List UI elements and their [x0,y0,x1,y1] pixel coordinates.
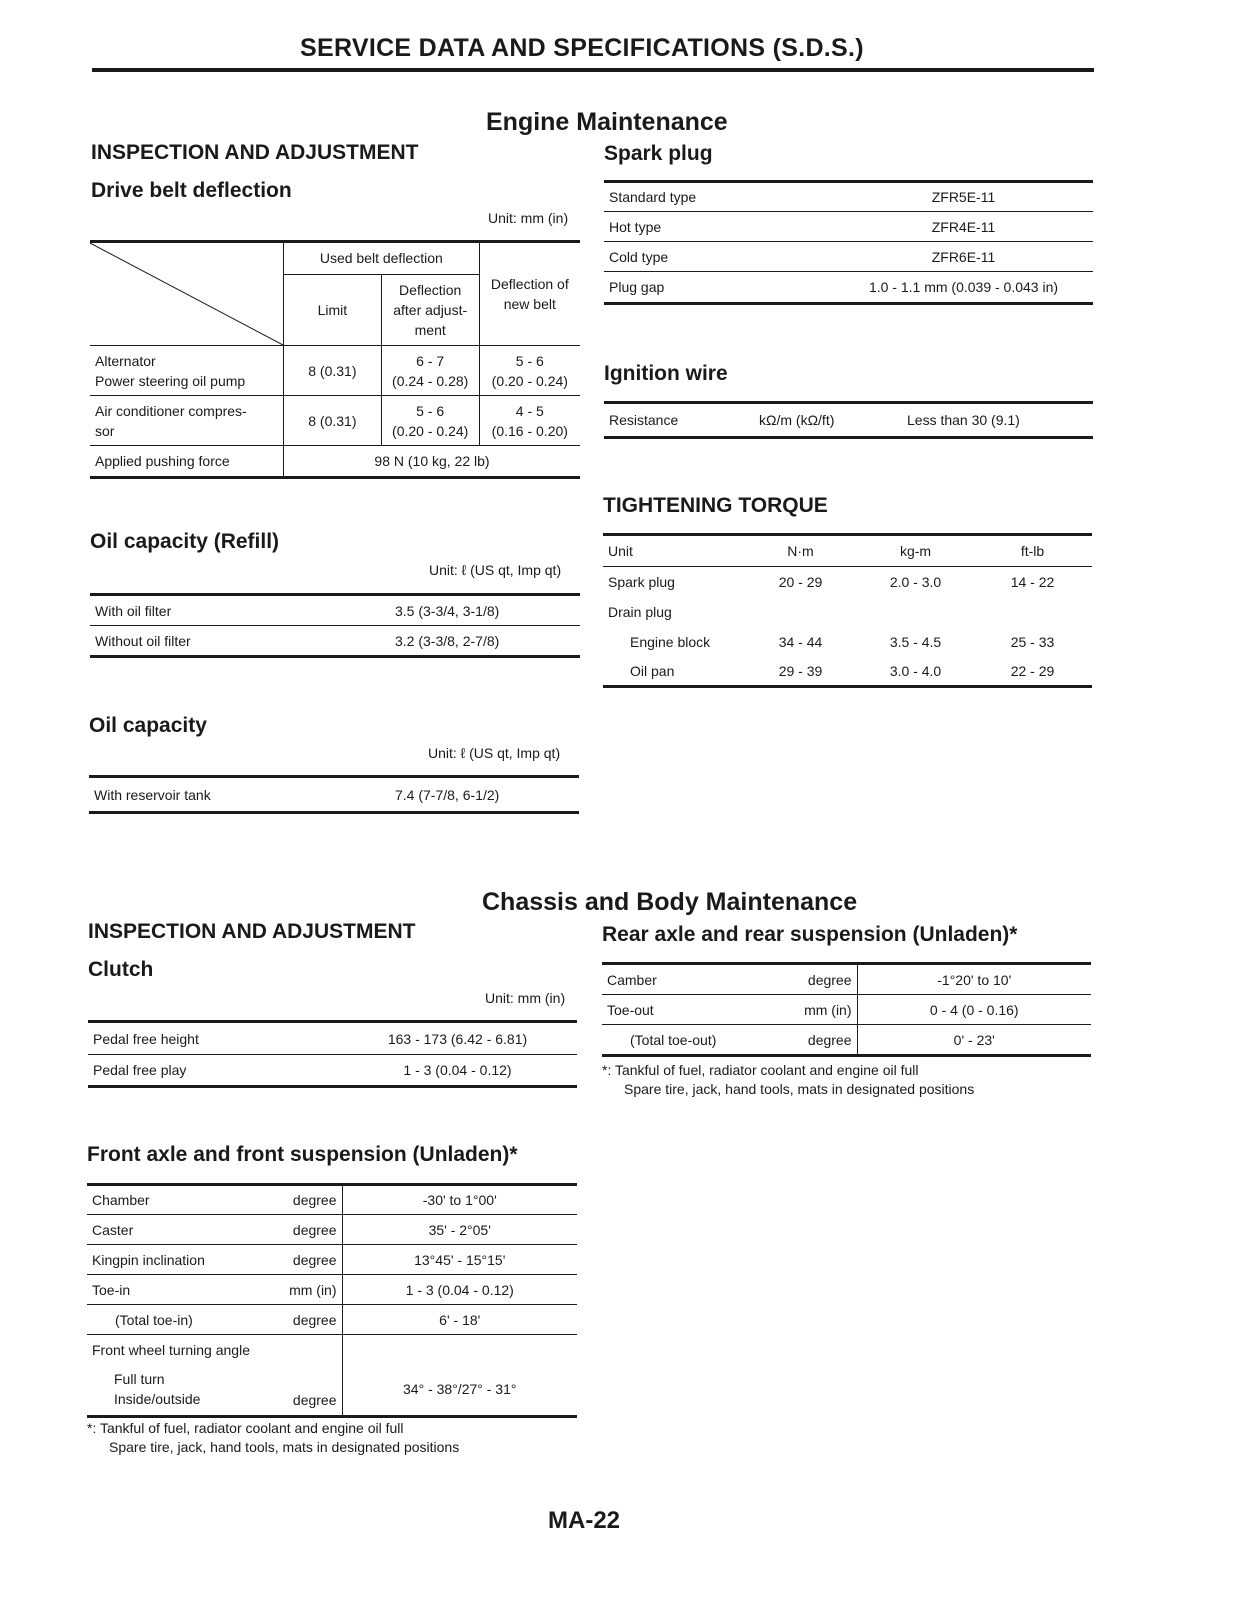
row-label: (Total toe-out) [602,1025,782,1056]
turning-value: 34° - 38°/27° - 31° [342,1335,577,1417]
table-row [604,242,1093,272]
row-value: ZFR6E-11 [834,242,1093,272]
torque-header-row [603,535,1092,567]
front-axle-table [87,1183,577,1418]
table-row [90,626,580,657]
row-ftlb: 14 - 22 [1010,573,1055,590]
spark-plug-title: Spark plug [604,142,713,165]
row-new [479,346,580,396]
table-row [604,212,1093,242]
row-label: Toe-out [602,995,782,1025]
row-value: -30' to 1°00' [342,1185,577,1215]
row-ftlb: 25 - 33 [1010,633,1055,650]
row-nm: 20 - 29 [778,573,823,590]
value-line: (0.24 - 0.28) [392,372,469,389]
row-label: Chamber [87,1185,267,1215]
oil-capacity-unit: Unit: ℓ (US qt, Imp qt) [428,745,561,761]
row-limit: 8 (0.31) [284,346,382,396]
table-row [87,1335,577,1417]
row-label: Cold type [604,242,834,272]
row-after [381,396,479,446]
value-line: (0.20 - 0.24) [491,372,568,389]
row-label: Toe-in [87,1275,267,1305]
table-row [87,1215,577,1245]
diagonal-line [90,243,283,345]
rear-axle-table [602,962,1091,1057]
row-kgm [858,597,973,627]
row-value: 7.4 (7-7/8, 6-1/2) [390,777,579,813]
row-label: Standard type [604,182,834,212]
row-value: ZFR4E-11 [834,212,1093,242]
drive-belt-title: Drive belt deflection [91,179,292,202]
header-nm: N·m [743,535,858,567]
drive-belt-unit: Unit: mm (in) [488,210,569,226]
row-value: 3.5 (3-3/4, 3-1/8) [390,595,580,626]
oil-refill-title: Oil capacity (Refill) [90,530,280,553]
turning-label-cell [87,1335,267,1417]
table-row [87,1275,577,1305]
resistance-label: Resistance [604,403,754,438]
row-limit: 8 (0.31) [284,396,382,446]
value-line: 5 - 6 [515,352,544,369]
row-unit: mm (in) [267,1275,342,1305]
table-row [88,1022,577,1055]
table-row [603,657,1092,687]
row-value: 35' - 2°05' [342,1215,577,1245]
table-row [90,346,580,396]
row-value: 0' - 23' [857,1025,1091,1056]
front-footnote [87,1419,459,1457]
value-line: 4 - 5 [515,402,544,419]
row-item [90,346,284,396]
inside-outside-label: Inside/outside [114,1391,201,1407]
row-value: 1 - 3 (0.04 - 0.12) [342,1275,577,1305]
title-rule [92,68,1094,72]
row-value: 6' - 18' [342,1305,577,1335]
row-label: Pedal free play [88,1055,338,1087]
row-value: 0 - 4 (0 - 0.16) [857,995,1091,1025]
table-row [90,446,580,478]
value-line: 5 - 6 [416,402,445,419]
row-nm [743,597,858,627]
ignition-wire-title: Ignition wire [604,362,728,385]
row-value: 1.0 - 1.1 mm (0.039 - 0.043 in) [834,272,1093,304]
table-row [87,1245,577,1275]
row-label: Engine block [630,633,711,650]
page-number: MA-22 [548,1507,621,1534]
footnote-line: Spare tire, jack, hand tools, mats in designated positions [109,1439,460,1455]
table-row [90,595,580,626]
row-nm: 29 - 39 [778,662,823,679]
chassis-inspection-title: INSPECTION AND ADJUSTMENT [88,920,416,943]
ignition-wire-table [604,401,1093,439]
row-label: Plug gap [604,272,834,304]
full-turn-label: Full turn [114,1371,165,1387]
table-row [88,1055,577,1087]
row-new [479,396,580,446]
chassis-maintenance-title: Chassis and Body Maintenance [482,888,858,916]
row-unit: degree [267,1215,342,1245]
oil-capacity-table [89,775,579,814]
row-label: Hot type [604,212,834,242]
value-line: (0.20 - 0.24) [392,422,469,439]
torque-table [603,533,1092,688]
row-value: 163 - 173 (6.42 - 6.81) [338,1022,577,1055]
table-row [604,272,1093,304]
resistance-value: Less than 30 (9.1) [902,403,1093,438]
table-row [603,567,1092,597]
row-label: Spark plug [608,573,675,590]
header-used-belt: Used belt deflection [284,242,480,275]
table-row [90,396,580,446]
turning-label: Front wheel turning angle [92,1342,250,1358]
row-kgm: 2.0 - 3.0 [889,573,942,590]
row-unit: degree [267,1305,342,1335]
pushing-force-label: Applied pushing force [95,453,230,469]
footnote-line: Spare tire, jack, hand tools, mats in designated positions [624,1081,975,1097]
row-unit: degree [782,1025,857,1056]
row-unit: degree [267,1245,342,1275]
row-label: (Total toe-in) [87,1305,267,1335]
row-item [90,396,284,446]
row-unit: degree [267,1185,342,1215]
item-line: sor [95,422,115,439]
rear-axle-title: Rear axle and rear suspension (Unladen)* [602,923,1018,946]
oil-refill-table [90,593,580,658]
front-axle-title: Front axle and front suspension (Unladen)* [87,1143,518,1166]
row-kgm: 3.5 - 4.5 [889,633,942,650]
row-ftlb [973,597,1092,627]
value-line: (0.16 - 0.20) [491,422,568,439]
table-row [87,1305,577,1335]
row-label: With oil filter [90,595,390,626]
item-line: Alternator [95,352,156,369]
row-label: Without oil filter [90,626,390,657]
footnote-line: *: Tankful of fuel, radiator coolant and engine oil full [87,1420,404,1436]
header-limit: Limit [284,274,382,345]
header-after-adjust: Deflection after adjust-ment [381,274,479,345]
row-label: Drain plug [608,603,672,620]
clutch-table [88,1020,577,1088]
table-row [603,627,1092,657]
row-value: ZFR5E-11 [834,182,1093,212]
footnote-line: *: Tankful of fuel, radiator coolant and engine oil full [602,1062,919,1078]
row-unit: degree [782,964,857,995]
resistance-unit: kΩ/m (kΩ/ft) [754,403,902,438]
row-label: Camber [602,964,782,995]
table-row [87,1185,577,1215]
row-value: 1 - 3 (0.04 - 0.12) [338,1055,577,1087]
page-title: SERVICE DATA AND SPECIFICATIONS (S.D.S.) [300,34,864,62]
clutch-unit: Unit: mm (in) [485,990,566,1006]
row-value: 13°45' - 15°15' [342,1245,577,1275]
header-ftlb: ft-lb [973,535,1092,567]
header-new-belt: Deflection of new belt [479,242,580,346]
rear-footnote [602,1061,974,1099]
table-row [604,403,1093,438]
oil-refill-unit: Unit: ℓ (US qt, Imp qt) [429,562,562,578]
spark-plug-table [604,180,1093,305]
value-line: 6 - 7 [416,352,445,369]
diagonal-header-cell [90,242,284,346]
row-label: Kingpin inclination [87,1245,267,1275]
row-label: With reservoir tank [89,777,390,813]
row-nm: 34 - 44 [778,633,823,650]
table-row [89,777,579,813]
table-row [604,182,1093,212]
row-ftlb: 22 - 29 [1010,662,1055,679]
turning-unit: degree [292,1392,337,1408]
pushing-force-value: 98 N (10 kg, 22 lb) [284,446,581,478]
item-line: Air conditioner compres- [95,402,247,419]
clutch-title: Clutch [88,958,154,981]
oil-capacity-title: Oil capacity [89,714,207,737]
table-row [603,597,1092,627]
row-value: -1°20' to 10' [857,964,1091,995]
item-line: Power steering oil pump [95,372,246,389]
row-after [381,346,479,396]
torque-title: TIGHTENING TORQUE [603,494,828,517]
row-label: Caster [87,1215,267,1245]
row-label: Oil pan [630,662,675,679]
row-kgm: 3.0 - 4.0 [889,662,942,679]
table-row [602,1025,1091,1056]
row-value: 3.2 (3-3/8, 2-7/8) [390,626,580,657]
row-label: Pedal free height [88,1022,338,1055]
table-row [602,964,1091,995]
drive-belt-table [90,240,580,479]
engine-inspection-title: INSPECTION AND ADJUSTMENT [91,141,419,164]
engine-maintenance-title: Engine Maintenance [486,108,728,136]
header-unit: Unit [603,535,743,567]
row-unit: mm (in) [782,995,857,1025]
header-kgm: kg-m [858,535,973,567]
table-row [602,995,1091,1025]
